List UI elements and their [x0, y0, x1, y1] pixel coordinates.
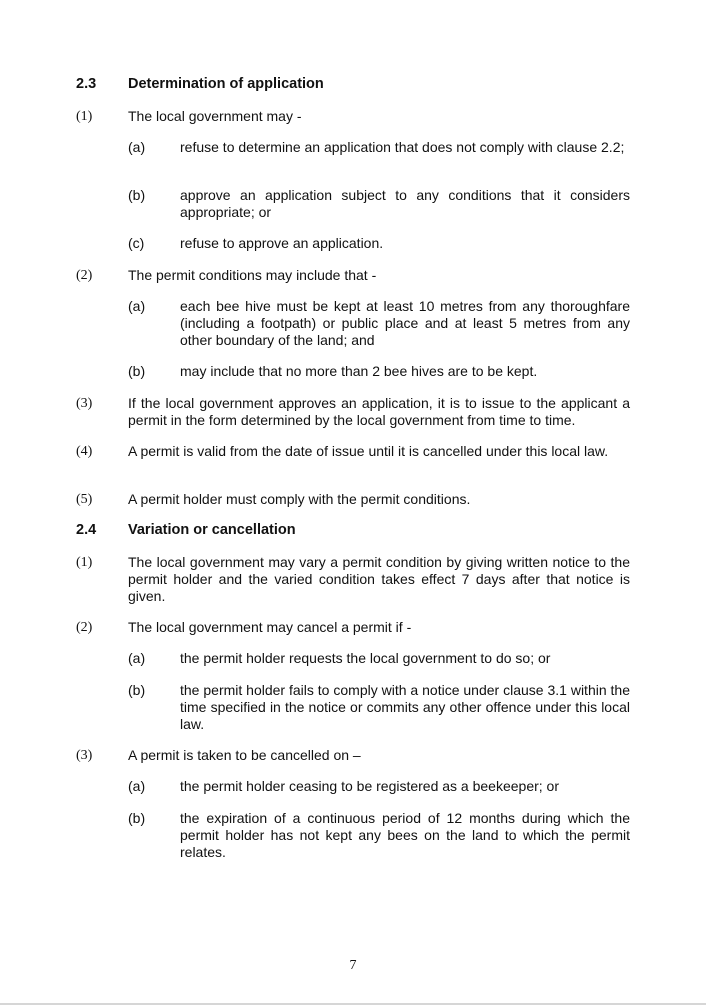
clause-text: The local government may -: [128, 108, 302, 124]
sub-clause-text: approve an application subject to any conditions that it considers appropriate; or: [180, 187, 630, 220]
section-number-2-4: 2.4: [76, 522, 97, 538]
clause-number: (2): [76, 620, 93, 635]
clause-text: A permit holder must comply with the permit conditions.: [128, 491, 471, 507]
clause-number: (4): [76, 444, 93, 459]
clause-number: (1): [76, 555, 93, 570]
sub-clause-text: the permit holder ceasing to be registered as a beekeeper; or: [180, 778, 560, 794]
clause-text: If the local government approves an application, it is to issue to the applicant a permit in the form determined by the local government from time to time.: [128, 395, 630, 428]
sub-clause-text: the permit holder requests the local government to do so; or: [180, 650, 551, 666]
sub-clause-label: (a): [128, 778, 146, 794]
clause-text: A permit is valid from the date of issue until it is cancelled under this local law.: [128, 443, 609, 459]
sub-clause-text: refuse to determine an application that does not comply with clause 2.2;: [180, 139, 625, 155]
sub-clause-label: (b): [128, 682, 146, 698]
sub-clause-label: (b): [128, 187, 146, 203]
sub-clause-label: (a): [128, 139, 146, 155]
sub-clause-text: each bee hive must be kept at least 10 metres from any thoroughfare (including a footpath) or public place and at least 5 metres from any other boundary of the land; and: [180, 298, 630, 348]
sub-clause-label: (a): [128, 650, 146, 666]
section-title-2-4: Variation or cancellation: [128, 522, 296, 538]
clause-number: (1): [76, 109, 93, 124]
clause-number: (3): [76, 748, 93, 763]
page-number: 7: [349, 958, 357, 973]
clause-text: A permit is taken to be cancelled on –: [128, 747, 361, 763]
clause-number: (2): [76, 268, 93, 283]
clause-number: (5): [76, 492, 93, 507]
section-number-2-3: 2.3: [76, 76, 97, 92]
clause-text: The local government may cancel a permit if -: [128, 619, 412, 635]
section-title-2-3: Determination of application: [128, 76, 324, 92]
sub-clause-text: the permit holder fails to comply with a notice under clause 3.1 within the time specified in the notice or commits any other offence under this local law.: [180, 682, 630, 732]
sub-clause-label: (a): [128, 298, 146, 314]
sub-clause-text: the expiration of a continuous period of 12 months during which the permit holder has not kept any bees on the land to which the permit relates.: [180, 810, 630, 860]
sub-clause-text: refuse to approve an application.: [180, 235, 384, 251]
clause-number: (3): [76, 396, 93, 411]
clause-text: The local government may vary a permit condition by giving written notice to the permit holder and the varied condition takes effect 7 days after that notice is given.: [128, 554, 630, 604]
sub-clause-text: may include that no more than 2 bee hives are to be kept.: [180, 363, 538, 379]
sub-clause-label: (c): [128, 235, 145, 251]
sub-clause-label: (b): [128, 363, 146, 379]
clause-text: The permit conditions may include that -: [128, 267, 377, 283]
sub-clause-label: (b): [128, 810, 146, 826]
